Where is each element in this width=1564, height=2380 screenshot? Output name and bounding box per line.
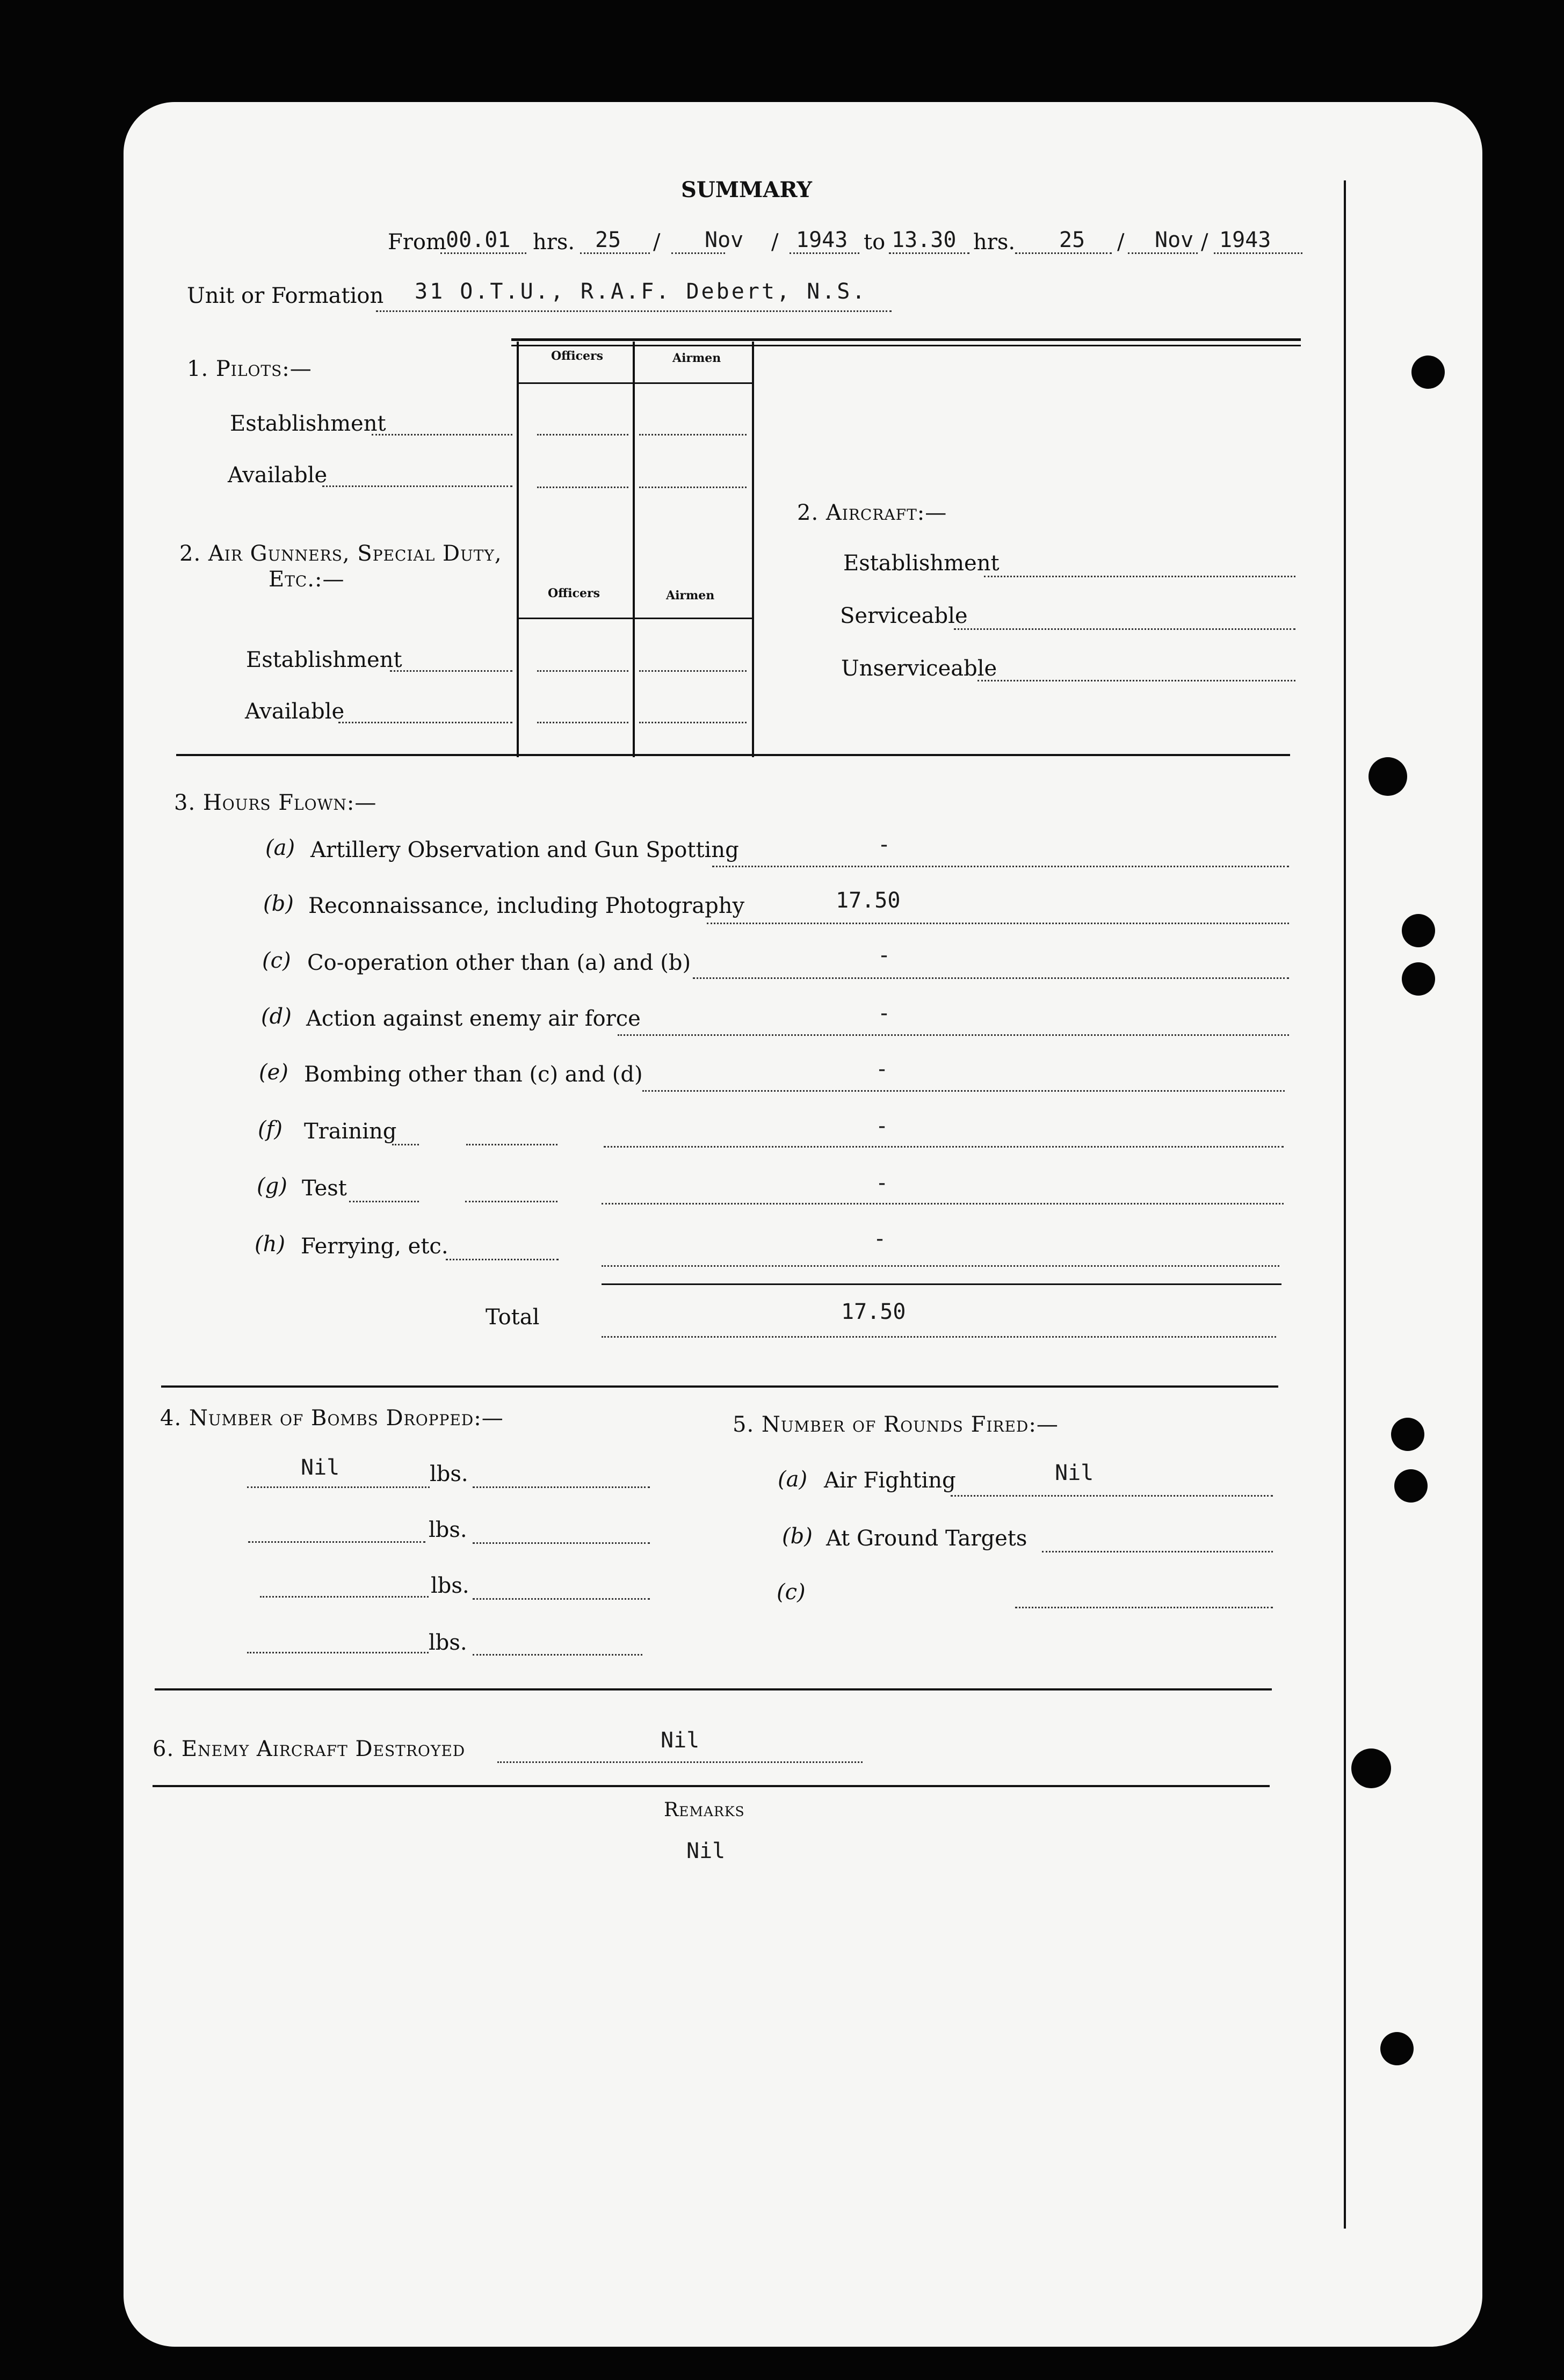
hours-item-value: - bbox=[878, 1001, 891, 1026]
gunners-heading: 2. Air Gunners, Special Duty, bbox=[179, 541, 502, 566]
gunners-airmen-header: Airmen bbox=[666, 589, 715, 603]
bombs-unit: lbs. bbox=[429, 1630, 467, 1655]
gunners-heading-cont: Etc.:— bbox=[269, 567, 345, 592]
punch-hole bbox=[1402, 914, 1435, 947]
hours-item-value: - bbox=[875, 1171, 889, 1195]
bombs-value: Nil bbox=[301, 1455, 340, 1480]
punch-hole bbox=[1368, 757, 1407, 796]
rounds-air-fighting-label: Air Fighting bbox=[824, 1468, 956, 1493]
aircraft-heading: 2. Aircraft:— bbox=[797, 500, 947, 525]
rounds-ground-label: At Ground Targets bbox=[826, 1526, 1027, 1551]
to-year: 1943 bbox=[1219, 228, 1271, 252]
punch-hole bbox=[1391, 1418, 1424, 1451]
to-time: 13.30 bbox=[892, 228, 957, 252]
rounds-c-letter: (c) bbox=[777, 1580, 806, 1605]
hours-item-value: - bbox=[878, 832, 891, 857]
enemy-aircraft-value: Nil bbox=[661, 1728, 700, 1753]
pilots-establishment-label: Establishment bbox=[230, 411, 386, 436]
punch-hole bbox=[1380, 2032, 1414, 2065]
hours-item-value: - bbox=[875, 1057, 889, 1082]
from-label: From bbox=[388, 230, 446, 255]
punch-hole bbox=[1394, 1469, 1428, 1503]
margin-rule bbox=[1344, 180, 1346, 2229]
hours-item-label: Artillery Observation and Gun Spotting bbox=[310, 838, 739, 862]
hours-item-value: 17.50 bbox=[836, 888, 901, 913]
punch-hole bbox=[1402, 962, 1435, 996]
hours-total-label: Total bbox=[486, 1305, 540, 1330]
page-title: SUMMARY bbox=[681, 177, 812, 202]
rounds-air-fighting-value: Nil bbox=[1055, 1461, 1094, 1485]
pilots-available-label: Available bbox=[228, 463, 328, 488]
hours-item-label: Training bbox=[304, 1119, 397, 1144]
from-year: 1943 bbox=[796, 228, 848, 252]
hours-item-label: Ferrying, etc. bbox=[301, 1234, 448, 1259]
hours-item-label: Bombing other than (c) and (d) bbox=[304, 1062, 643, 1087]
pilots-airmen-header: Airmen bbox=[672, 351, 721, 365]
to-day: 25 bbox=[1059, 228, 1085, 252]
gunners-officers-header: Officers bbox=[548, 586, 600, 600]
hours-heading: 3. Hours Flown:— bbox=[174, 790, 377, 815]
punch-hole bbox=[1351, 1748, 1391, 1788]
bombs-heading: 4. Number of Bombs Dropped:— bbox=[160, 1406, 504, 1431]
unit-value: 31 O.T.U., R.A.F. Debert, N.S. bbox=[415, 279, 867, 304]
to-month: Nov bbox=[1155, 228, 1194, 252]
hours-item-label: Reconnaissance, including Photography bbox=[308, 894, 745, 918]
hours-item-value: - bbox=[878, 943, 891, 968]
hours-item-value: - bbox=[873, 1227, 887, 1251]
rounds-heading: 5. Number of Rounds Fired:— bbox=[733, 1412, 1059, 1437]
bombs-unit: lbs. bbox=[429, 1518, 467, 1542]
from-day: 25 bbox=[595, 228, 621, 252]
punch-hole bbox=[1411, 355, 1445, 389]
pilots-officers-header: Officers bbox=[551, 349, 603, 363]
bombs-unit: lbs. bbox=[431, 1573, 469, 1598]
unit-label: Unit or Formation bbox=[187, 284, 384, 308]
aircraft-unserviceable-label: Unserviceable bbox=[841, 656, 997, 681]
aircraft-serviceable-label: Serviceable bbox=[840, 604, 968, 628]
gunners-establishment-label: Establishment bbox=[246, 648, 402, 672]
remarks-heading: Remarks bbox=[664, 1799, 745, 1821]
to-label: to bbox=[864, 230, 886, 255]
aircraft-establishment-label: Establishment bbox=[843, 551, 1000, 576]
hours-item-label: Test bbox=[302, 1176, 347, 1201]
from-time: 00.01 bbox=[446, 228, 511, 252]
hrs-label: hrs. bbox=[533, 230, 575, 255]
bombs-unit: lbs. bbox=[430, 1462, 468, 1486]
summary-form-sheet bbox=[124, 102, 1482, 2347]
enemy-aircraft-label: 6. Enemy Aircraft Destroyed bbox=[153, 1737, 466, 1761]
pilots-heading: 1. Pilots:— bbox=[187, 357, 312, 381]
hours-total-value: 17.50 bbox=[841, 1300, 906, 1324]
from-month: Nov bbox=[705, 228, 744, 252]
gunners-available-label: Available bbox=[245, 699, 345, 724]
hours-item-label: Action against enemy air force bbox=[306, 1006, 641, 1031]
hours-item-value: - bbox=[875, 1114, 889, 1138]
remarks-value: Nil bbox=[686, 1839, 726, 1863]
hours-item-label: Co-operation other than (a) and (b) bbox=[307, 950, 691, 975]
